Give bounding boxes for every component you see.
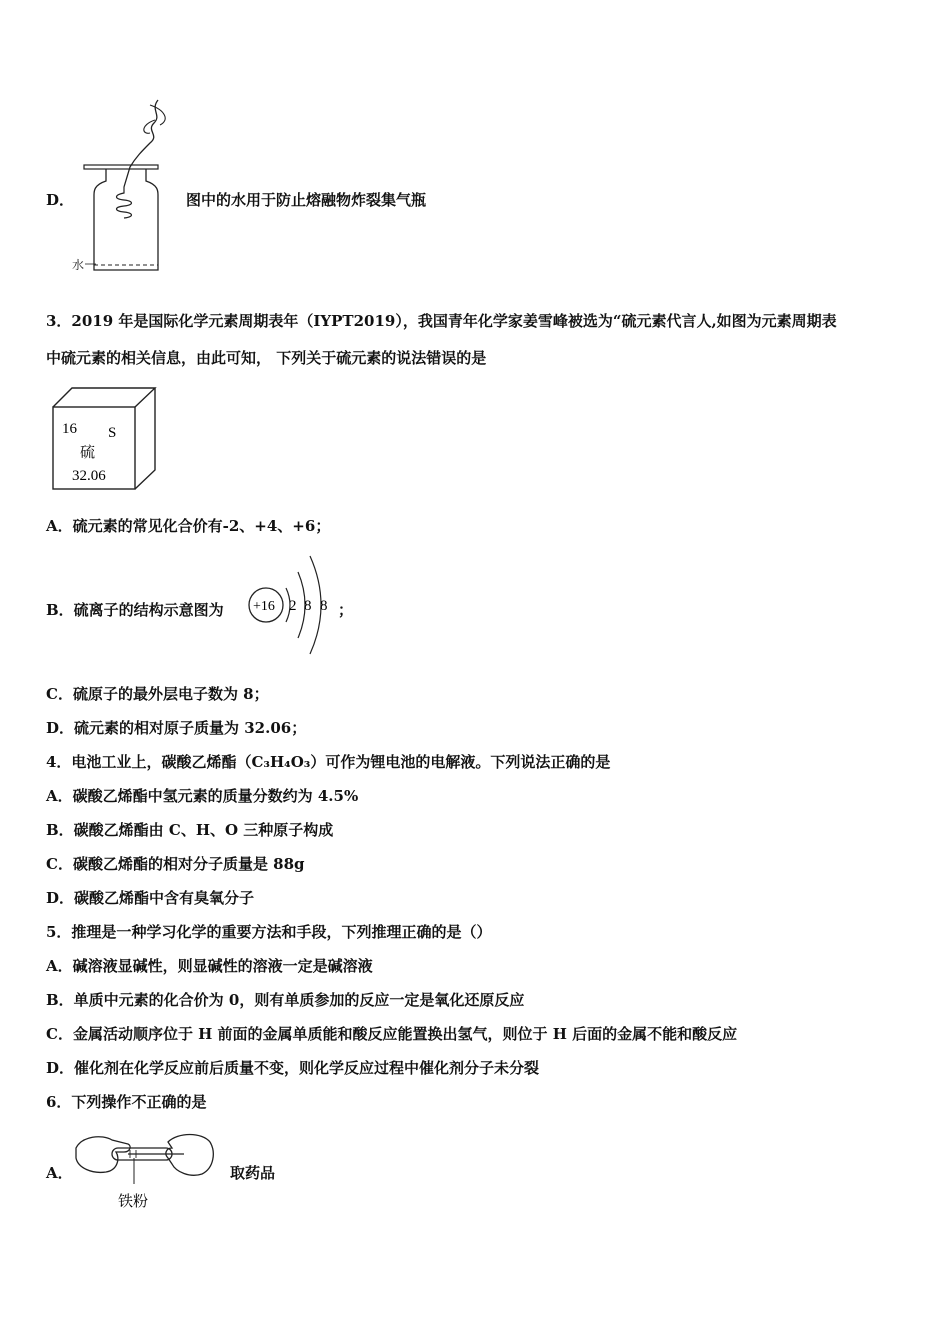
q5-option-b: B．单质中元素的化合价为 0，则有单质参加的反应一定是氧化还原反应 [46, 991, 525, 1009]
q5-stem: 5．推理是一种学习化学的重要方法和手段，下列推理正确的是（） [46, 923, 492, 941]
powder-label: 铁粉 [118, 1194, 149, 1210]
bottle-lid [84, 165, 158, 169]
gas-bottle-figure [70, 95, 180, 280]
q6-option-a-text: 取药品 [230, 1164, 276, 1182]
q3-stem-line2: 中硫元素的相关信息，由此可知， 下列关于硫元素的说法错误的是 [46, 349, 487, 367]
q5-option-c: C．金属活动顺序位于 H 前面的金属单质能和酸反应能置换出氢气，则位于 H 后面的金属不能和酸反应 [46, 1025, 738, 1043]
test-tube-figure [72, 1128, 217, 1213]
q4-option-d: D．碳酸乙烯酯中含有臭氧分子 [46, 889, 255, 907]
q4-option-a: A．碳酸乙烯酯中氢元素的质量分数约为 4.5% [46, 787, 359, 805]
shell-2-electrons: 8 [304, 598, 312, 614]
q2-option-d-text: 图中的水用于防止熔融物炸裂集气瓶 [186, 191, 427, 209]
atomic-mass: 32.06 [72, 468, 106, 484]
q3-option-a: A．硫元素的常见化合价有-2、+4、+6； [46, 517, 331, 535]
right-hand-icon [166, 1135, 213, 1176]
q6-stem: 6．下列操作不正确的是 [46, 1093, 207, 1111]
q4-option-c: C．碳酸乙烯酯的相对分子质量是 88g [46, 855, 305, 873]
element-name: 硫 [80, 445, 96, 461]
periodic-table-cell [50, 385, 160, 493]
q5-option-d: D．催化剂在化学反应前后质量不变，则化学反应过程中催化剂分子未分裂 [46, 1059, 540, 1077]
q3-option-b-prefix: B．硫离子的结构示意图为 [46, 601, 224, 619]
q6-option-a-letter: A． [46, 1164, 73, 1182]
sulfide-ion-diagram [246, 550, 338, 660]
iron-coil-icon [117, 187, 132, 218]
gas-bottle [94, 169, 158, 270]
atomic-number: 16 [62, 421, 77, 437]
nucleus-charge: +16 [253, 599, 275, 614]
q5-option-a: A．碱溶液显碱性，则显碱性的溶液一定是碱溶液 [46, 957, 373, 975]
shell-1-electrons: 2 [289, 598, 297, 614]
q3-option-d: D．硫元素的相对原子质量为 32.06； [46, 719, 307, 737]
q2-option-d-letter: D． [46, 191, 75, 209]
q3-stem-line1: 3．2019 年是国际化学元素周期表年（IYPT2019），我国青年化学家姜雪峰被选为“硫元素代言人,如图为元素周期表 [46, 312, 837, 330]
q4-stem: 4．电池工业上，碳酸乙烯酯（C₃H₄O₃）可作为锂电池的电解液。下列说法正确的是 [46, 753, 611, 771]
left-hand-icon [76, 1137, 130, 1173]
q4-option-b: B．碳酸乙烯酯由 C、H、O 三种原子构成 [46, 821, 334, 839]
water-label: 水 [72, 258, 85, 272]
q3-option-b-suffix: ； [338, 601, 354, 619]
shell-3-electrons: 8 [320, 598, 328, 614]
element-symbol: S [108, 425, 117, 441]
iron-wire-icon [124, 100, 158, 187]
q3-option-c: C．硫原子的最外层电子数为 8； [46, 685, 269, 703]
